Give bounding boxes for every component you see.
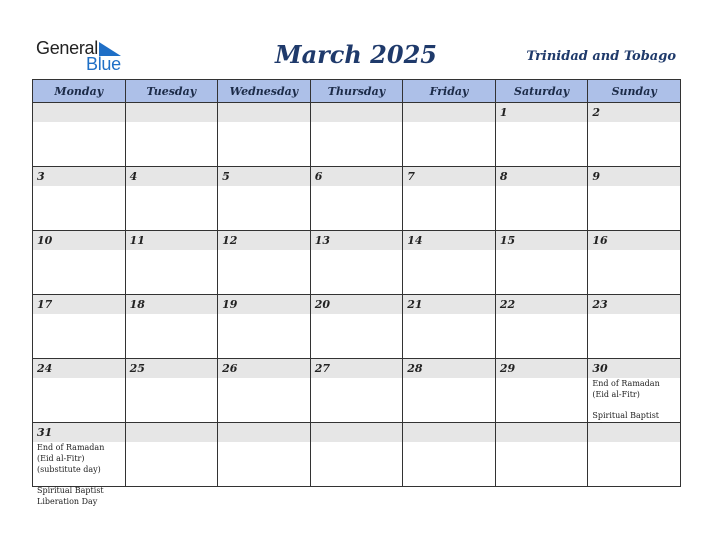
day-number: 21 [407, 298, 423, 311]
day-number-bar [311, 359, 403, 378]
day-number-bar [218, 423, 310, 442]
day-number-bar [496, 231, 588, 250]
day-number-bar [126, 103, 218, 122]
day-cell [125, 103, 218, 167]
holiday-event: Spiritual Baptist Liberation Day [37, 486, 104, 506]
day-number-bar [496, 103, 588, 122]
day-number: 4 [129, 170, 138, 183]
day-number-bar [33, 231, 125, 250]
day-cell [403, 359, 496, 423]
day-number-bar [496, 423, 588, 442]
day-number: 23 [592, 298, 608, 311]
day-number-bar [311, 423, 403, 442]
day-cell [403, 167, 496, 231]
day-number-bar [218, 103, 310, 122]
day-number: 11 [129, 234, 145, 247]
day-number: 16 [592, 234, 608, 247]
calendar-grid [32, 79, 681, 506]
logo-word-blue: Blue [86, 54, 121, 74]
day-cell [588, 423, 681, 487]
day-cell [125, 295, 218, 359]
day-cell [218, 103, 311, 167]
day-cell [403, 103, 496, 167]
day-cell [495, 231, 588, 295]
day-cell [403, 295, 496, 359]
week-row [33, 231, 681, 295]
week-row [33, 103, 681, 167]
day-number-bar [496, 167, 588, 186]
day-number-bar [496, 295, 588, 314]
day-cell [403, 423, 496, 487]
day-cell [588, 103, 681, 167]
day-number: 27 [314, 362, 330, 375]
day-number: 28 [407, 362, 423, 375]
day-number: 18 [129, 298, 145, 311]
day-cell [310, 295, 403, 359]
day-cell [125, 231, 218, 295]
day-cell [495, 423, 588, 487]
day-cell [33, 295, 126, 359]
day-cell [588, 295, 681, 359]
holiday-event: End of Ramadan (Eid al-Fitr) (substitute day) [37, 443, 105, 474]
day-cell [125, 167, 218, 231]
events-list [33, 442, 125, 507]
weekday-header: Thursday [310, 80, 403, 103]
day-cell [310, 103, 403, 167]
day-number: 24 [37, 362, 53, 375]
day-number: 20 [314, 298, 330, 311]
day-number: 6 [314, 170, 323, 183]
day-cell [588, 167, 681, 231]
day-number: 22 [499, 298, 516, 311]
day-number: 8 [499, 170, 508, 183]
day-number: 5 [222, 170, 230, 183]
day-number-bar [218, 231, 310, 250]
day-number-bar [33, 423, 125, 442]
day-number: 3 [37, 170, 45, 183]
weekday-header: Tuesday [125, 80, 218, 103]
day-number-bar [218, 295, 310, 314]
day-number-bar [126, 423, 218, 442]
weekday-header: Saturday [495, 80, 588, 103]
day-cell [218, 423, 311, 487]
day-number-bar [33, 167, 125, 186]
day-number: 19 [222, 298, 238, 311]
page-title: March 2025 [275, 40, 437, 69]
day-number: 25 [129, 362, 145, 375]
day-cell [588, 359, 681, 423]
day-number-bar [403, 423, 495, 442]
day-number: 30 [592, 362, 608, 375]
day-number-bar [33, 359, 125, 378]
day-cell [495, 167, 588, 231]
day-number-bar [588, 423, 680, 442]
day-number-bar [403, 359, 495, 378]
holiday-event: End of Ramadan (Eid al-Fitr) [592, 379, 660, 399]
day-number-bar [403, 231, 495, 250]
day-number: 9 [592, 170, 601, 183]
day-cell [310, 423, 403, 487]
day-number-bar [588, 167, 680, 186]
day-number: 31 [37, 426, 53, 439]
day-number-bar [126, 231, 218, 250]
day-number: 2 [592, 106, 601, 119]
day-cell [33, 167, 126, 231]
day-number-bar [588, 231, 680, 250]
day-number: 1 [499, 106, 508, 119]
day-cell [33, 103, 126, 167]
day-number: 10 [37, 234, 53, 247]
day-number-bar [311, 295, 403, 314]
day-cell [33, 231, 126, 295]
day-cell [403, 231, 496, 295]
weekday-header: Sunday [588, 80, 681, 103]
day-cell [310, 167, 403, 231]
day-cell [588, 231, 681, 295]
day-cell [218, 167, 311, 231]
day-number-bar [33, 295, 125, 314]
day-number-bar [33, 103, 125, 122]
day-number-bar [496, 359, 588, 378]
day-cell [495, 295, 588, 359]
day-number: 14 [407, 234, 423, 247]
day-cell [218, 231, 311, 295]
day-number: 13 [314, 234, 330, 247]
day-number-bar [403, 295, 495, 314]
holiday-event: Spiritual Baptist [592, 411, 660, 420]
day-cell [310, 231, 403, 295]
day-cell [125, 423, 218, 487]
weekday-header-row [33, 80, 681, 103]
day-number-bar [126, 167, 218, 186]
day-number: 15 [499, 234, 516, 247]
day-number-bar [218, 167, 310, 186]
day-number: 12 [222, 234, 238, 247]
day-number: 26 [222, 362, 238, 375]
day-number: 17 [37, 298, 53, 311]
day-cell [495, 359, 588, 423]
day-number-bar [588, 103, 680, 122]
day-number-bar [311, 103, 403, 122]
weekday-header: Friday [403, 80, 496, 103]
day-cell [33, 359, 126, 423]
day-number-bar [588, 295, 680, 314]
day-number-bar [126, 359, 218, 378]
logo-word-general: General [36, 38, 98, 58]
day-cell [310, 359, 403, 423]
day-number-bar [126, 295, 218, 314]
day-number-bar [311, 231, 403, 250]
day-cell [218, 295, 311, 359]
day-number-bar [403, 167, 495, 186]
day-number: 7 [407, 170, 415, 183]
day-number-bar [588, 359, 680, 378]
weekday-header: Wednesday [218, 80, 311, 103]
weekday-header: Monday [33, 80, 126, 103]
week-row [33, 167, 681, 231]
week-row [33, 295, 681, 359]
day-number: 29 [499, 362, 516, 375]
day-cell [495, 103, 588, 167]
day-number-bar [218, 359, 310, 378]
week-row [33, 423, 681, 487]
day-cell [33, 423, 126, 506]
country-label: Trinidad and Tobago [526, 49, 676, 64]
day-cell [218, 359, 311, 423]
day-number-bar [311, 167, 403, 186]
week-row [33, 359, 681, 423]
day-cell [125, 359, 218, 423]
day-number-bar [403, 103, 495, 122]
